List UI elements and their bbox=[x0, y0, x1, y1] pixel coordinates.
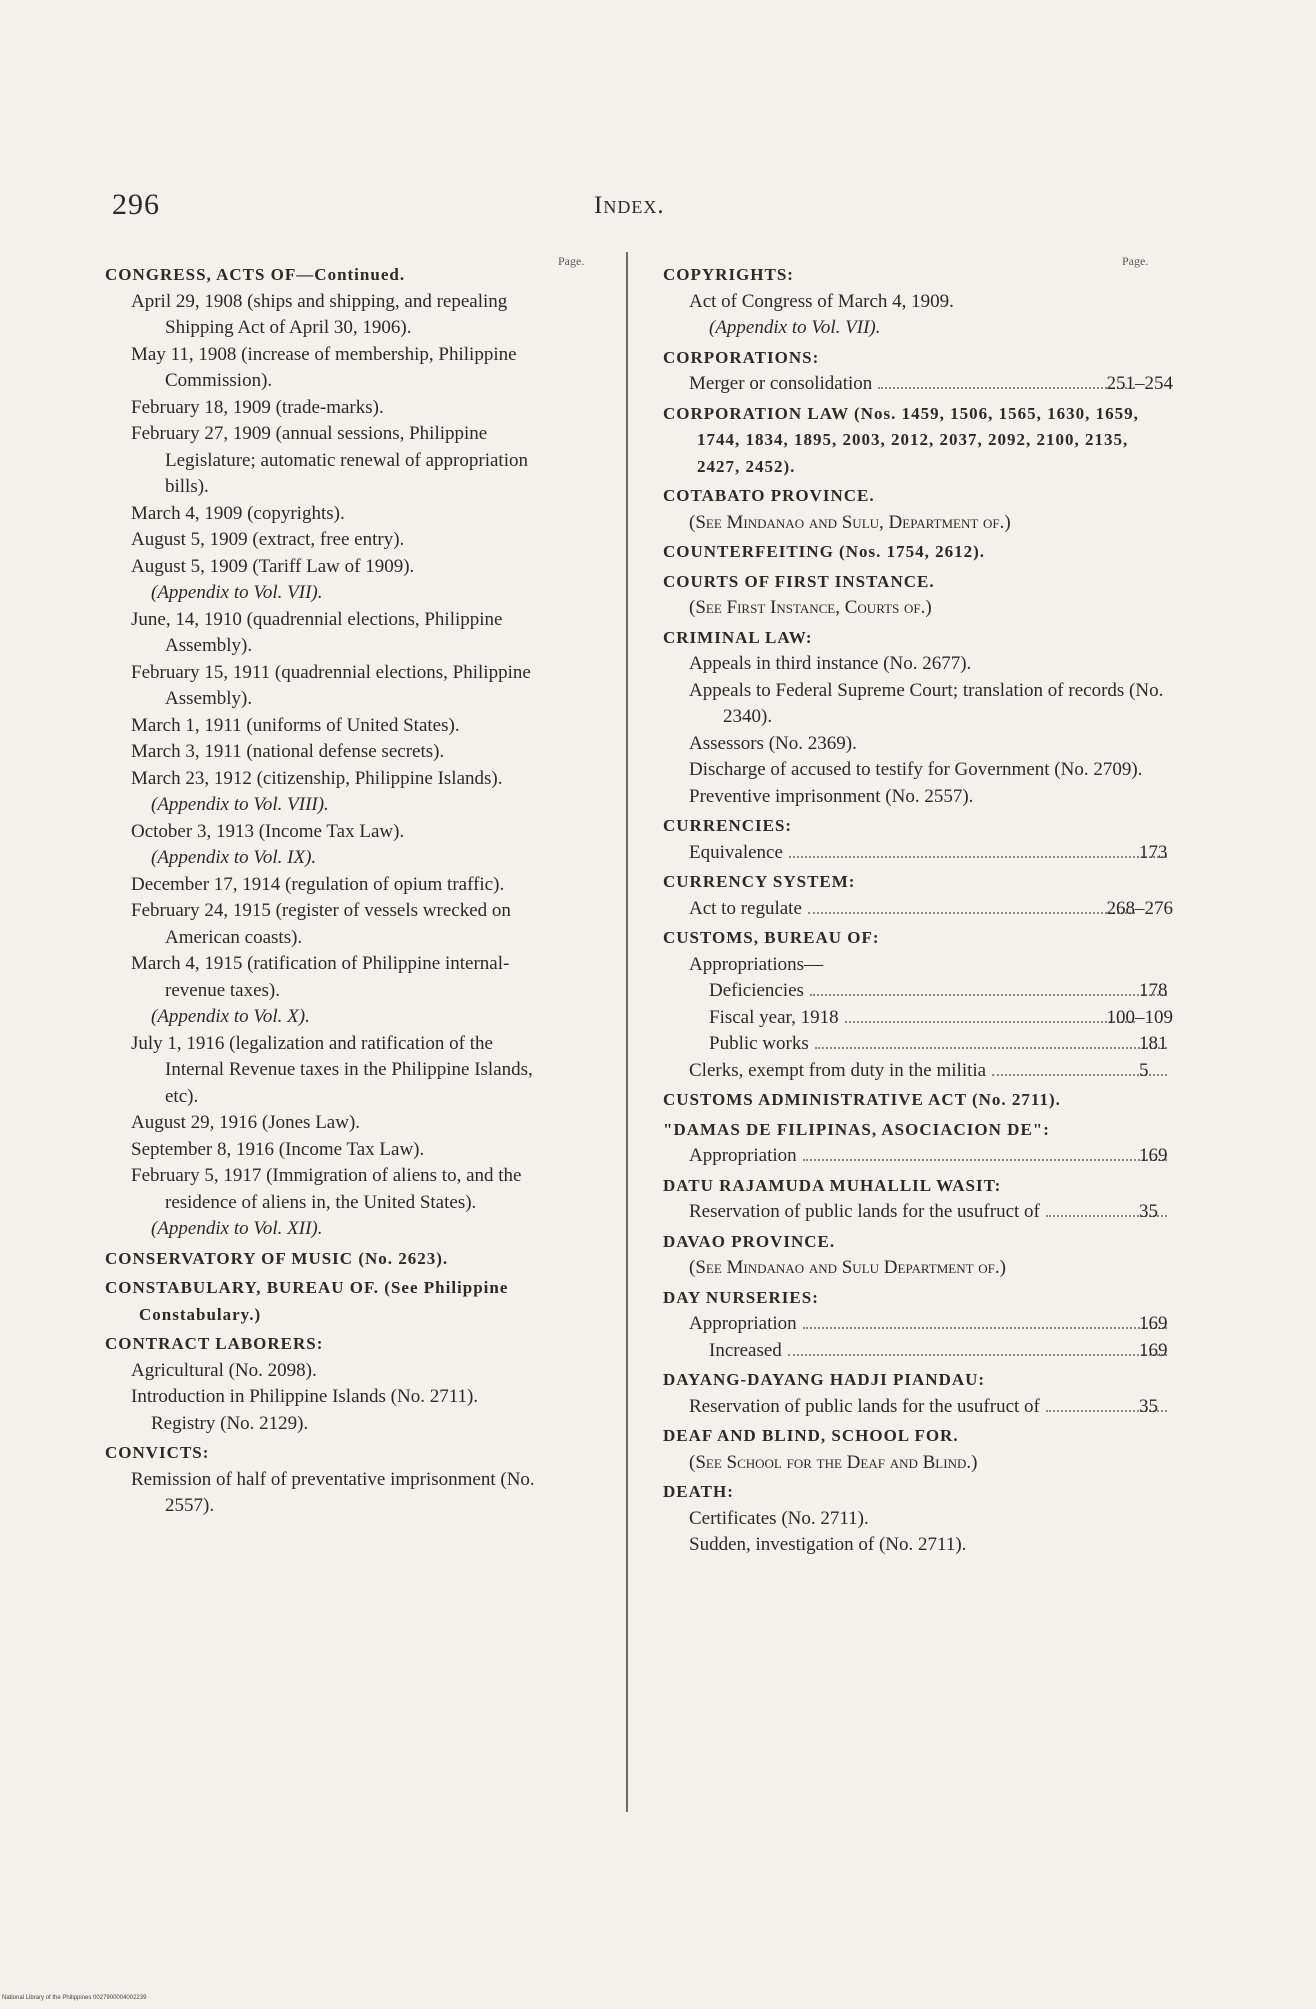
index-heading: "DAMAS DE FILIPINAS, ASOCIACION DE": bbox=[663, 1119, 1050, 1139]
column-divider bbox=[626, 252, 628, 1812]
index-entry: Increased 169 bbox=[663, 1338, 1173, 1365]
index-entry: Appeals in third instance (No. 2677). bbox=[689, 653, 972, 674]
footer-note: National Library of the Philippines 0027900004002239 bbox=[2, 1995, 147, 2001]
index-entry: Clerks, exempt from duty in the militia 5 bbox=[663, 1058, 1173, 1085]
index-right-column bbox=[663, 262, 1173, 1559]
index-entry: February 18, 1909 (trade-marks). bbox=[131, 396, 384, 418]
index-entry: (See First Instance, Courts of.) bbox=[689, 597, 932, 618]
index-heading: CONSTABULARY, BUREAU OF. (See Philippine Constabulary.) bbox=[105, 1278, 509, 1324]
index-heading: COURTS OF FIRST INSTANCE. bbox=[663, 571, 935, 591]
dot-leader bbox=[803, 1327, 1167, 1329]
entry-label: Appropriation bbox=[689, 1145, 797, 1166]
index-heading: CRIMINAL LAW: bbox=[663, 627, 813, 647]
index-heading: COUNTERFEITING (Nos. 1754, 2612). bbox=[663, 542, 986, 561]
index-entry: March 4, 1909 (copyrights). bbox=[131, 502, 345, 524]
index-entry: March 4, 1915 (ratification of Philippine internal-revenue taxes). bbox=[131, 953, 510, 1001]
dot-leader bbox=[788, 1354, 1167, 1356]
index-entry: Discharge of accused to testify for Government (No. 2709). bbox=[689, 759, 1143, 780]
index-left-column bbox=[105, 262, 550, 1520]
page-reference: 251–254 bbox=[1106, 373, 1173, 394]
index-entry: Appropriation 169 bbox=[663, 1143, 1173, 1170]
entry-label: Appropriation bbox=[689, 1313, 797, 1334]
index-entry: (Appendix to Vol. VIII). bbox=[151, 794, 329, 815]
index-entry: (Appendix to Vol. X). bbox=[151, 1006, 310, 1027]
index-entry: Deficiencies 178 bbox=[663, 978, 1173, 1005]
index-heading: DATU RAJAMUDA MUHALLIL WASIT: bbox=[663, 1175, 1002, 1195]
index-entry: Certificates (No. 2711). bbox=[689, 1507, 869, 1529]
index-entry bbox=[663, 1005, 1173, 1032]
index-heading: DAVAO PROVINCE. bbox=[663, 1231, 836, 1251]
dot-leader bbox=[789, 856, 1167, 858]
entry-label: Reservation of public lands for the usufruct of bbox=[689, 1395, 1040, 1417]
index-entry: Equivalence 173 bbox=[663, 840, 1173, 867]
dot-leader bbox=[845, 1021, 1135, 1023]
dot-leader bbox=[810, 994, 1167, 996]
index-entry: (Appendix to Vol. VII). bbox=[709, 317, 881, 338]
index-entry: March 1, 1911 (uniforms of United States). bbox=[131, 714, 460, 736]
index-entry: (Appendix to Vol. XII). bbox=[151, 1218, 323, 1239]
index-entry: Sudden, investigation of (No. 2711). bbox=[689, 1534, 967, 1555]
index-entry: February 15, 1911 (quadrennial elections, Philippine Assembly). bbox=[131, 661, 531, 709]
entry-label: Equivalence bbox=[689, 841, 783, 863]
index-entry: Registry (No. 2129). bbox=[151, 1412, 309, 1434]
index-entry: Act of Congress of March 4, 1909. bbox=[689, 290, 954, 312]
index-heading: CONVICTS: bbox=[105, 1443, 210, 1462]
index-entry: Appeals to Federal Supreme Court; translation of records (No. 2340). bbox=[689, 679, 1164, 727]
index-entry: (See School for the Deaf and Blind.) bbox=[689, 1451, 978, 1473]
index-entry: February 5, 1917 (Immigration of aliens to, and the residence of aliens in, the United States). bbox=[131, 1165, 522, 1213]
right-page-column-label: Page. bbox=[1122, 254, 1149, 268]
index-entry: September 8, 1916 (Income Tax Law). bbox=[131, 1138, 425, 1160]
index-entry: Public works 181 bbox=[663, 1031, 1173, 1058]
index-entry bbox=[663, 896, 1173, 923]
entry-label: Increased bbox=[709, 1339, 782, 1361]
entry-label: Public works bbox=[709, 1033, 809, 1054]
index-entry: (Appendix to Vol. IX). bbox=[151, 847, 317, 868]
index-heading: CONSERVATORY OF MUSIC (No. 2623). bbox=[105, 1248, 449, 1268]
index-heading: DAY NURSERIES: bbox=[663, 1287, 819, 1307]
index-heading: DEAF AND BLIND, SCHOOL FOR. bbox=[663, 1426, 959, 1445]
dot-leader bbox=[815, 1047, 1167, 1049]
index-entry: May 11, 1908 (increase of membership, Philippine Commission). bbox=[131, 343, 517, 391]
index-entry: February 27, 1909 (annual sessions, Philippine Legislature; automatic renewal of appropriation bills). bbox=[131, 423, 528, 497]
entry-label: Reservation of public lands for the usufruct of bbox=[689, 1201, 1040, 1222]
index-heading: CONGRESS, ACTS OF—Continued. bbox=[105, 265, 406, 284]
index-entry: March 23, 1912 (citizenship, Philippine Islands). bbox=[131, 767, 503, 789]
index-entry: August 5, 1909 (Tariff Law of 1909). bbox=[131, 555, 415, 577]
index-entry: (See Mindanao and Sulu Department of.) bbox=[689, 1257, 1006, 1278]
entry-label: Fiscal year, 1918 bbox=[709, 1006, 839, 1028]
index-heading: DAYANG-DAYANG HADJI PIANDAU: bbox=[663, 1370, 986, 1389]
index-entry: (See Mindanao and Sulu, Department of.) bbox=[689, 511, 1011, 533]
index-entry: August 5, 1909 (extract, free entry). bbox=[131, 529, 405, 550]
index-entry: March 3, 1911 (national defense secrets). bbox=[131, 741, 445, 762]
index-entry: (Appendix to Vol. VII). bbox=[151, 582, 323, 603]
index-entry: April 29, 1908 (ships and shipping, and repealing Shipping Act of April 30, 1906). bbox=[131, 290, 508, 338]
index-entry: Remission of half of preventative imprisonment (No. 2557). bbox=[131, 1468, 535, 1516]
index-entry: June, 14, 1910 (quadrennial elections, Philippine Assembly). bbox=[131, 608, 503, 656]
index-heading: COTABATO PROVINCE. bbox=[663, 486, 875, 505]
index-heading: CUSTOMS, BUREAU OF: bbox=[663, 928, 880, 947]
index-entry: Agricultural (No. 2098). bbox=[131, 1359, 317, 1381]
index-heading: CONTRACT LABORERS: bbox=[105, 1334, 324, 1353]
index-heading: CUSTOMS ADMINISTRATIVE ACT (No. 2711). bbox=[663, 1090, 1061, 1109]
dot-leader bbox=[803, 1159, 1167, 1161]
page-reference: 100–109 bbox=[1106, 1006, 1173, 1028]
entry-label: Merger or consolidation bbox=[689, 373, 873, 394]
index-entry: Reservation of public lands for the usufruct of 35 bbox=[663, 1394, 1173, 1421]
entry-label: Act to regulate bbox=[689, 897, 802, 919]
index-entry: Appropriation 169 bbox=[663, 1311, 1173, 1338]
index-entry bbox=[663, 371, 1173, 398]
index-entry: December 17, 1914 (regulation of opium traffic). bbox=[131, 873, 505, 895]
entry-label: Clerks, exempt from duty in the militia bbox=[689, 1059, 987, 1081]
index-heading: DEATH: bbox=[663, 1482, 734, 1501]
index-heading: CURRENCY SYSTEM: bbox=[663, 872, 856, 891]
page-reference: 268–276 bbox=[1106, 897, 1173, 919]
running-head: Index. bbox=[594, 192, 665, 219]
index-heading: CORPORATIONS: bbox=[663, 347, 820, 367]
index-entry: Introduction in Philippine Islands (No. 2711). bbox=[131, 1386, 479, 1407]
index-entry: July 1, 1916 (legalization and ratification of the Internal Revenue taxes in the Philippine Islands, etc). bbox=[131, 1032, 533, 1107]
index-entry: October 3, 1913 (Income Tax Law). bbox=[131, 820, 405, 842]
page-number: 296 bbox=[112, 188, 160, 221]
index-heading: CORPORATION LAW (Nos. 1459, 1506, 1565, 1630, 1659, 1744, 1834, 1895, 2003, 2012, 2037, 2092, 2100, 2135, 2427, 2452). bbox=[663, 403, 1139, 476]
dot-leader bbox=[878, 387, 1134, 389]
left-page-column-label: Page. bbox=[558, 254, 585, 268]
index-heading: COPYRIGHTS: bbox=[663, 265, 794, 284]
index-entry: Assessors (No. 2369). bbox=[689, 732, 857, 754]
index-heading: CURRENCIES: bbox=[663, 816, 793, 835]
dot-leader bbox=[808, 912, 1135, 914]
index-entry: Reservation of public lands for the usufruct of 35 bbox=[663, 1199, 1173, 1226]
index-entry: February 24, 1915 (register of vessels wrecked on American coasts). bbox=[131, 900, 511, 948]
index-entry: Appropriations— bbox=[689, 953, 824, 975]
index-entry: Preventive imprisonment (No. 2557). bbox=[689, 785, 974, 807]
entry-label: Deficiencies bbox=[709, 980, 804, 1001]
index-entry: August 29, 1916 (Jones Law). bbox=[131, 1112, 361, 1133]
